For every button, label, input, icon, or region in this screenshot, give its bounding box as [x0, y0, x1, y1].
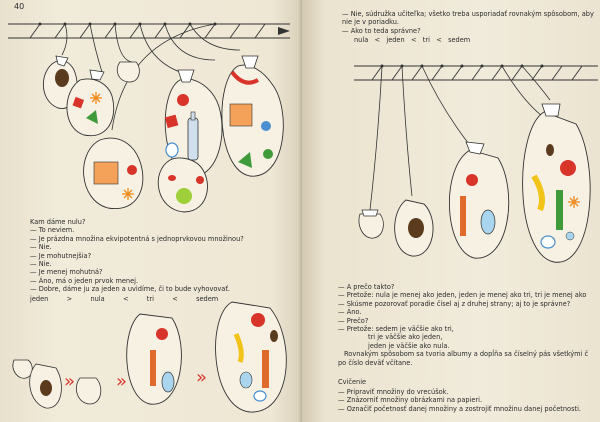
dialogue-line: Rovnakým spôsobom sa tvoria albumy a dopĺňa sa číselný pás všetkými č	[344, 350, 589, 359]
arrow-sign-3: »	[196, 367, 208, 388]
brush-icon	[262, 350, 269, 388]
acorn-icon	[270, 330, 278, 342]
dialogue-line: jeden je väčšie ako nula.	[368, 341, 450, 350]
bottle-icon	[188, 118, 198, 160]
bag-empty	[359, 210, 383, 238]
dialogue-line: — Nie.	[30, 243, 52, 252]
exercise-item: — Označiť početnosť danej množiny a zostrojiť množinu danej početnosti.	[338, 404, 582, 413]
mirror-icon	[481, 210, 495, 234]
exercise-list	[338, 388, 581, 413]
dialogue-line: — A prečo takto?	[338, 283, 395, 291]
right-page	[302, 0, 600, 422]
dialogue-line: — Ako to teda správne?	[342, 26, 421, 35]
order-symbol: >	[66, 295, 73, 303]
dialogue-line: nie je v poriadku.	[342, 18, 400, 27]
dialogue-line: — To neviem.	[30, 226, 75, 235]
exercise-heading: Cvičenie	[338, 378, 367, 386]
arrow-sign-2: »	[116, 371, 128, 392]
dialogue-line: — Pretože: sedem je väčšie ako tri,	[338, 324, 454, 333]
red-circle-icon	[177, 94, 189, 106]
right-dialogue-bottom	[338, 283, 588, 367]
left-order-row	[30, 295, 218, 303]
order-word: tri	[146, 295, 154, 303]
order-word: nula	[354, 36, 369, 44]
dialogue-line: — Je mohutnejšia?	[30, 251, 92, 260]
order-word: sedem	[448, 36, 471, 44]
bottom-bag-row	[13, 302, 286, 412]
bag-one-element	[395, 200, 433, 256]
order-word: sedem	[196, 295, 219, 303]
red-circle-icon	[127, 165, 137, 175]
mirror-icon	[162, 372, 174, 392]
dialogue-line: po číslo deväť včítane.	[338, 358, 413, 367]
order-word: jeden	[386, 36, 405, 44]
cat-icon	[94, 162, 118, 184]
bag-empty-small	[13, 360, 32, 378]
dialogue-line: — Áno, má o jeden prvok menej.	[30, 276, 139, 285]
dialogue-line: — Nie, súdružka učiteľka; všetko treba usporiadať rovnakým spôsobom, aby	[342, 10, 594, 18]
dialogue-line: — Pretože: nula je menej ako jeden, jeden je menej ako tri, tri je menej ako	[338, 291, 587, 300]
cup-icon	[261, 121, 271, 131]
exercise-item: — Pripraviť množiny do vrecúšok.	[338, 388, 449, 396]
walnut-icon	[40, 380, 52, 396]
order-symbol: <	[410, 36, 417, 44]
bag-seven-big	[216, 302, 287, 412]
order-symbol: <	[122, 295, 129, 303]
order-word: jeden	[30, 295, 49, 303]
green-circle-icon	[176, 188, 192, 204]
brush-icon	[556, 190, 563, 230]
bag-shapes-elements	[158, 158, 207, 212]
walnut-icon	[408, 218, 424, 238]
dialogue-line: — Je prázdna množina ekvipotentná s jednoprvkovou množinou?	[30, 234, 244, 243]
bag-empty-mid	[76, 378, 100, 404]
exercise-item: — Znázorniť množiny obrázkami na papieri.	[338, 396, 483, 405]
dialogue-line: — Skúsme pozorovať poradie čísel aj z druhej strany; aj to je správne?	[338, 299, 571, 308]
bag-seven-elements	[523, 104, 591, 262]
cup-icon	[254, 391, 266, 401]
brush-icon	[150, 350, 156, 386]
bag-empty	[117, 62, 139, 82]
acorn-icon	[546, 144, 554, 156]
dialogue-line: — Áno.	[338, 308, 362, 317]
green-circle-icon	[263, 149, 273, 159]
order-word: tri	[422, 36, 430, 44]
number-strip	[354, 66, 598, 80]
brush-icon	[460, 196, 466, 236]
cup-icon	[166, 143, 178, 157]
dialogue-line: Kam dáme nulu?	[30, 218, 86, 226]
cup-icon	[541, 236, 555, 248]
dialogue-line: — Je menej mohutná?	[30, 268, 103, 277]
order-symbol: <	[436, 36, 442, 44]
dialogue-line: — Prečo?	[338, 316, 369, 325]
order-symbol: <	[374, 36, 381, 44]
strip-arrow-icon	[278, 27, 290, 35]
mirror-icon	[240, 372, 252, 388]
order-word: nula	[90, 295, 105, 303]
cat-icon	[230, 104, 252, 126]
walnut-icon	[55, 69, 69, 87]
bag-three-elements	[449, 142, 508, 258]
red-circle-icon	[560, 160, 576, 176]
arrow-sign-1: »	[64, 371, 76, 392]
bag-eight-elements	[222, 56, 283, 176]
left-dialogue	[30, 218, 244, 294]
order-symbol: <	[172, 295, 178, 303]
left-page-number: 40	[14, 2, 25, 11]
dialogue-line: tri je väčšie ako jeden,	[368, 333, 443, 342]
number-strip	[8, 24, 290, 38]
cherry-icon	[156, 328, 168, 340]
red-circle-icon	[196, 176, 204, 184]
dialogue-line: — Dobre, dáme ju za jeden a uvidíme, či to bude vyhovovať.	[30, 285, 231, 294]
cherry-icon	[466, 174, 478, 186]
bag-cat-elements	[84, 138, 143, 208]
red-circle-icon	[251, 313, 265, 327]
dialogue-line: — Nie.	[30, 259, 52, 268]
